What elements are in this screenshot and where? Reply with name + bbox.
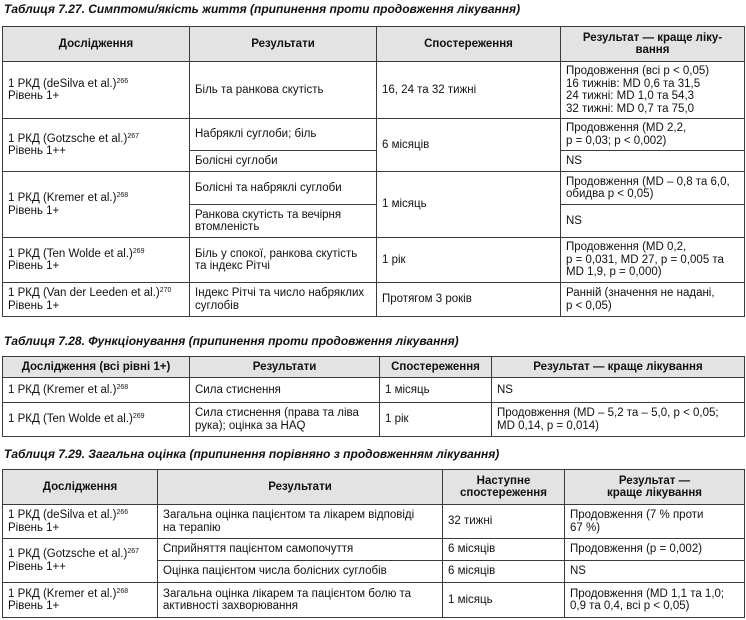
reference-number: 269 [132,413,145,421]
result-cell: Індекс Рітчі та число набряклих суглобів [190,283,377,317]
evidence-level: Рівень 1+ [8,260,60,272]
reference-number: 268 [116,587,129,595]
study-cell [3,238,190,283]
result-cell: Сила стиснення (права та ліва рука); оцінка за HAQ [190,403,380,437]
outcome-cell: Продовження (MD – 5,2 та – 5,0, p < 0,05; MD 0,14, p = 0,014) [492,403,745,437]
study-cell [3,283,190,317]
followup-cell: 1 місяць [377,172,561,238]
study-cell [3,403,190,437]
study-name: 1 РКД (deSilva et al.) [8,509,117,521]
table-caption-7-27: Таблиця 7.27. Симптоми/якість життя (припинення проти продовження лікування) [4,2,521,16]
study-cell [3,505,158,539]
followup-cell: 1 місяць [443,583,565,618]
study-cell [3,539,158,583]
result-cell: Ранкова скутість та вечірня втомленість [190,205,377,238]
followup-cell: 16, 24 та 32 тижні [377,62,561,119]
column-header-results: Результати [158,470,443,505]
table-row [3,172,745,205]
result-cell: Сила стиснення [190,378,380,403]
table-row [3,539,745,561]
table-caption-7-28: Таблиця 7.28. Функціонування (припинення проти продовження лікування) [4,334,459,348]
outcome-cell: Продовження (MD 2,2, p = 0,03; p < 0,002) [561,119,745,151]
outcome-cell: Продовження (MD 0,2, p = 0,031, MD 27, p = 0,005 та MD 1,9, p = 0,000) [561,238,745,283]
followup-cell: 1 рік [380,403,492,437]
outcome-cell: Продовження (MD 1,1 та 1,0; 0,9 та 0,4, всі p < 0,05) [565,583,745,618]
followup-cell: 1 рік [377,238,561,283]
study-cell [3,378,190,403]
study-name: 1 РКД (Gotzsche et al.) [8,132,128,145]
result-cell: Загальна оцінка пацієнтом та лікарем відповіді на терапію [158,505,443,539]
reference-number: 269 [132,247,145,255]
reference-number: 268 [116,192,129,199]
study-name: 1 РКД (Ten Wolde et al.) [8,247,133,260]
column-header-results: Результати [190,27,377,62]
evidence-level: Рівень 1+ [8,204,60,217]
reference-number: 266 [116,77,129,85]
table-row [3,583,745,618]
result-cell: Загальна оцінка лікарем та пацієнтом болю та активності захворювання [158,583,443,618]
followup-cell: Протягом 3 років [377,283,561,317]
outcome-cell: NS [565,561,745,583]
column-header-followup: Спостереження [380,357,492,378]
result-cell: Біль у спокої, ранкова скутість та індекс Рітчі [190,238,377,283]
table-global-assessment [2,469,745,618]
result-cell: Біль та ранкова скутість [190,62,377,119]
table-row [3,62,745,119]
table-row [3,119,745,151]
study-name: 1 РКД (Kremer et al.) [8,383,117,396]
study-name: 1 РКД (Van der Leeden et al.) [8,287,160,299]
result-cell: Болісні суглоби [190,151,377,172]
followup-cell: 6 місяців [443,561,565,583]
column-header-followup: Спостереження [377,27,561,62]
reference-number: 267 [127,548,139,555]
outcome-cell: Ранній (значення не надані, p < 0,05) [561,283,745,317]
outcome-cell: NS [561,151,745,172]
table-caption-7-29: Таблиця 7.29. Загальна оцінка (припинення порівняно з продовженням лікування) [4,447,500,461]
outcome-cell: NS [561,205,745,238]
result-cell: Оцінка пацієнтом числа болісних суглобів [158,561,443,583]
followup-cell: 32 тижні [443,505,565,539]
outcome-cell: Продовження (p = 0,002) [565,539,745,561]
outcome-cell: NS [492,378,745,403]
study-name: 1 РКД (Kremer et al.) [8,587,117,600]
column-header-followup: Наступне спостереження [443,470,565,505]
evidence-level: Рівень 1+ [8,521,60,534]
followup-cell: 6 місяців [377,119,561,172]
column-header-better-treatment: Результат — краще лікування [492,357,745,378]
evidence-level: Рівень 1+ [8,299,60,312]
reference-number: 270 [159,287,172,294]
study-name: 1 РКД (Kremer et al.) [8,192,117,204]
column-header-better-treatment: Результат — краще ліку- вання [561,27,745,62]
reference-number: 267 [127,132,139,140]
evidence-level: Рівень 1+ [8,90,60,102]
result-cell: Набряклі суглоби; біль [190,119,377,151]
study-cell [3,583,158,618]
table-row [3,505,745,539]
table-symptoms-quality-of-life [2,26,745,317]
column-header-study: Дослідження [3,470,158,505]
table-row [3,283,745,317]
study-cell [3,172,190,238]
table-functioning [2,356,745,437]
column-header-results: Результати [190,357,380,378]
column-header-study: Дослідження [3,27,190,62]
study-name: 1 РКД (deSilva et al.) [8,77,117,90]
reference-number: 268 [116,383,129,391]
evidence-level: Рівень 1++ [8,145,66,157]
study-cell [3,62,190,119]
outcome-cell: Продовження (7 % проти 67 %) [565,505,745,539]
column-header-study: Дослідження (всі рівні 1+) [3,357,190,378]
result-cell: Болісні та набряклі суглоби [190,172,377,205]
study-name: 1 РКД (Gotzsche et al.) [8,548,128,560]
result-cell: Сприйняття пацієнтом самопочуття [158,539,443,561]
study-name: 1 РКД (Ten Wolde et al.) [8,413,133,426]
table-row [3,403,745,437]
study-cell [3,119,190,172]
outcome-cell: Продовження (всі p < 0,05) 16 тижнів: MD 0,6 та 31,5 24 тижні: MD 1,0 та 54,3 32 тижні: MD 0,7 та 75,0 [561,62,745,119]
followup-cell: 1 місяць [380,378,492,403]
reference-number: 266 [116,509,129,516]
outcome-cell: Продовження (MD – 0,8 та 6,0, обидва p < 0,05) [561,172,745,205]
table-row [3,238,745,283]
evidence-level: Рівень 1+ [8,600,60,612]
followup-cell: 6 місяців [443,539,565,561]
table-row [3,378,745,403]
column-header-better-treatment: Результат — краще лікування [565,470,745,505]
evidence-level: Рівень 1++ [8,560,66,573]
